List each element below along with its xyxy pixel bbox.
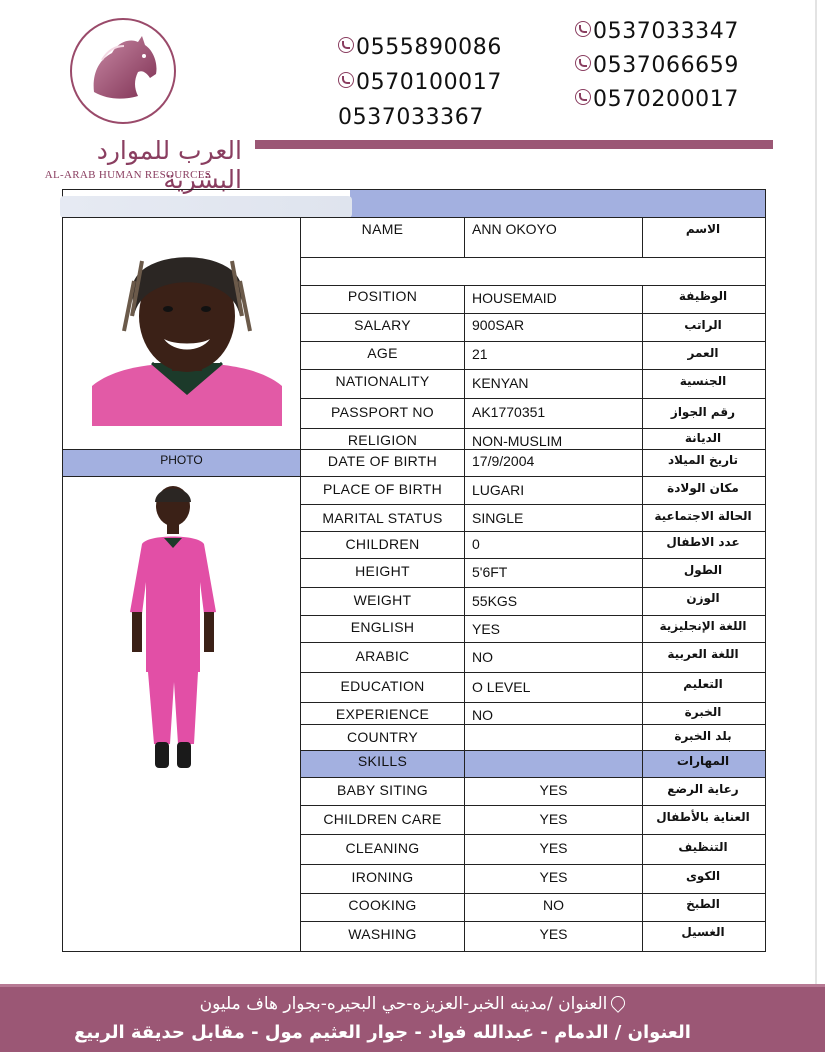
- grid-line: [300, 724, 766, 725]
- grid-line: [300, 834, 766, 835]
- footer-address-2: العنوان / الدمام - عبدالله فواد - جوار العثيم مول - مقابل حديقة الربيع: [74, 1022, 691, 1043]
- company-name-english: AL-ARAB HUMAN RESOURCES: [44, 169, 212, 181]
- grid-line: [464, 217, 465, 257]
- grid-line: [300, 504, 766, 505]
- watermark-strip: [60, 196, 352, 218]
- skill-value: YES: [539, 840, 568, 856]
- field-value: NO: [472, 649, 493, 665]
- grid-line: [464, 751, 465, 777]
- grid-line: [300, 893, 766, 894]
- phone-icon: [575, 21, 591, 37]
- skill-value: YES: [539, 869, 568, 885]
- field-value: 21: [472, 346, 488, 362]
- field-label: EDUCATION: [340, 678, 425, 694]
- field-label: MARITAL STATUS: [322, 510, 443, 526]
- grid-line: [642, 217, 643, 257]
- phone-icon: [338, 72, 354, 88]
- grid-line: [300, 672, 766, 673]
- grid-line: [300, 558, 766, 559]
- field-label-arabic: الاسم: [685, 222, 721, 236]
- footer-address-1-text: العنوان /مدينه الخبر-العزيزه-حي البحيره-بجوار هاف مليون: [199, 994, 608, 1014]
- skill-label: BABY SITING: [337, 782, 428, 798]
- page-edge: [815, 0, 817, 985]
- field-label-arabic: الخبرة: [684, 705, 722, 719]
- field-label: COUNTRY: [346, 729, 419, 745]
- field-label: NATIONALITY: [335, 373, 430, 389]
- field-label: NAME: [361, 221, 404, 237]
- field-label: PLACE OF BIRTH: [322, 481, 443, 497]
- grid-line: [62, 217, 766, 218]
- field-label-arabic: اللغة الإنجليزية: [659, 619, 747, 633]
- field-value: 900SAR: [472, 317, 525, 333]
- grid-line: [300, 642, 766, 643]
- field-label-arabic: الوظيفة: [678, 289, 728, 303]
- field-label: POSITION: [347, 288, 418, 304]
- field-label-arabic: تاريخ الميلاد: [667, 453, 739, 467]
- grid-line: [300, 587, 766, 588]
- field-label: ENGLISH: [350, 619, 415, 635]
- skill-label-arabic: التنظيف: [678, 840, 728, 854]
- field-label-arabic: رقم الجواز: [670, 405, 736, 419]
- skill-label: WASHING: [348, 926, 417, 942]
- field-label-arabic: عدد الاطفال: [666, 535, 740, 549]
- photo-label: PHOTO: [160, 453, 203, 467]
- grid-line: [62, 476, 300, 477]
- field-label-arabic: بلد الخبرة: [674, 729, 732, 743]
- field-label-arabic: التعليم: [683, 677, 723, 691]
- field-label-arabic: اللغة العربية: [667, 647, 739, 661]
- field-label: EXPERIENCE: [335, 706, 430, 722]
- field-value: KENYAN: [472, 375, 529, 391]
- skill-label: CHILDREN CARE: [323, 811, 442, 827]
- skill-label: CLEANING: [345, 840, 420, 856]
- grid-line: [300, 369, 766, 370]
- field-label-arabic: الديانة: [684, 431, 722, 445]
- footer-address-1: [0, 994, 825, 1014]
- field-value: ANN OKOYO: [472, 221, 557, 237]
- grid-line: [300, 341, 766, 342]
- grid-line: [642, 751, 643, 777]
- skill-label-arabic: العناية بالأطفال: [656, 810, 750, 824]
- grid-line: [300, 398, 766, 399]
- skill-label-arabic: رعاية الرضع: [667, 782, 739, 796]
- field-label: HEIGHT: [355, 563, 410, 579]
- grid-line: [300, 257, 766, 258]
- grid-line: [300, 921, 766, 922]
- field-label: WEIGHT: [353, 592, 412, 608]
- field-label: SALARY: [354, 317, 411, 333]
- grid-line: [62, 449, 300, 450]
- skill-label-arabic: الغسيل: [681, 925, 725, 939]
- field-label: CHILDREN: [345, 536, 420, 552]
- field-value: HOUSEMAID: [472, 290, 557, 306]
- field-label-arabic: العمر: [687, 346, 719, 360]
- field-value: 17/9/2004: [472, 453, 535, 469]
- skill-label: IRONING: [351, 869, 414, 885]
- field-value: 5'6FT: [472, 564, 508, 580]
- phone-number[interactable]: 0570200017: [575, 87, 739, 112]
- portrait-photo: [92, 221, 282, 426]
- grid-line: [300, 428, 766, 429]
- field-label: ARABIC: [355, 648, 410, 664]
- horse-head-icon: [72, 20, 174, 122]
- field-label-arabic: الحالة الاجتماعية: [654, 509, 752, 523]
- skill-label-arabic: الطبخ: [686, 897, 720, 911]
- field-label-arabic: مكان الولادة: [667, 481, 739, 495]
- field-value: NO: [472, 707, 493, 723]
- grid-line: [300, 702, 766, 703]
- phone-icon: [575, 89, 591, 105]
- grid-line: [300, 476, 766, 477]
- skill-label-arabic: الكوى: [685, 869, 721, 883]
- full-body-photo: [120, 482, 225, 774]
- field-value: 55KGS: [472, 593, 518, 609]
- grid-line: [300, 864, 766, 865]
- field-value: O LEVEL: [472, 679, 531, 695]
- field-label-arabic: الطول: [683, 563, 723, 577]
- skills-header-label: SKILLS: [357, 753, 408, 769]
- field-label-arabic: الوزن: [686, 591, 720, 605]
- phone-number[interactable]: 0537066659: [575, 53, 739, 78]
- field-label: PASSPORT NO: [331, 404, 434, 420]
- field-label: DATE OF BIRTH: [327, 453, 438, 469]
- grid-line: [300, 615, 766, 616]
- field-value: LUGARI: [472, 482, 525, 498]
- skill-value: NO: [543, 897, 564, 913]
- phone-icon: [575, 55, 591, 71]
- field-value: NON-MUSLIM: [472, 433, 563, 449]
- phone-number[interactable]: 0570100017: [338, 70, 502, 95]
- grid-line: [642, 285, 643, 952]
- field-value: YES: [472, 621, 501, 637]
- field-label-arabic: الجنسية: [679, 374, 727, 388]
- grid-line: [300, 805, 766, 806]
- grid-line: [300, 449, 766, 450]
- skill-value: YES: [539, 926, 568, 942]
- skill-value: YES: [539, 782, 568, 798]
- field-value: AK1770351: [472, 404, 546, 420]
- grid-line: [300, 285, 766, 286]
- grid-line: [300, 531, 766, 532]
- table-header-band: [350, 190, 765, 217]
- grid-line: [300, 313, 766, 314]
- field-label: AGE: [367, 345, 398, 361]
- logo-emblem: [70, 18, 176, 124]
- company-name-arabic: العرب للموارد البشرية: [96, 136, 242, 194]
- field-label-arabic: الراتب: [684, 318, 722, 332]
- phone-icon: [338, 37, 354, 53]
- grid-line: [300, 777, 766, 778]
- phone-number[interactable]: 0537033347: [575, 19, 739, 44]
- field-value: 0: [472, 536, 480, 552]
- field-value: SINGLE: [472, 510, 524, 526]
- skills-header-label-arabic: المهارات: [676, 754, 730, 768]
- field-label: RELIGION: [347, 432, 418, 448]
- location-pin-icon: [608, 993, 628, 1013]
- phone-number[interactable]: 0555890086: [338, 35, 502, 60]
- skill-label: COOKING: [348, 897, 417, 913]
- skill-value: YES: [539, 811, 568, 827]
- header-divider: [255, 140, 773, 149]
- phone-number[interactable]: 0537033367: [338, 105, 484, 130]
